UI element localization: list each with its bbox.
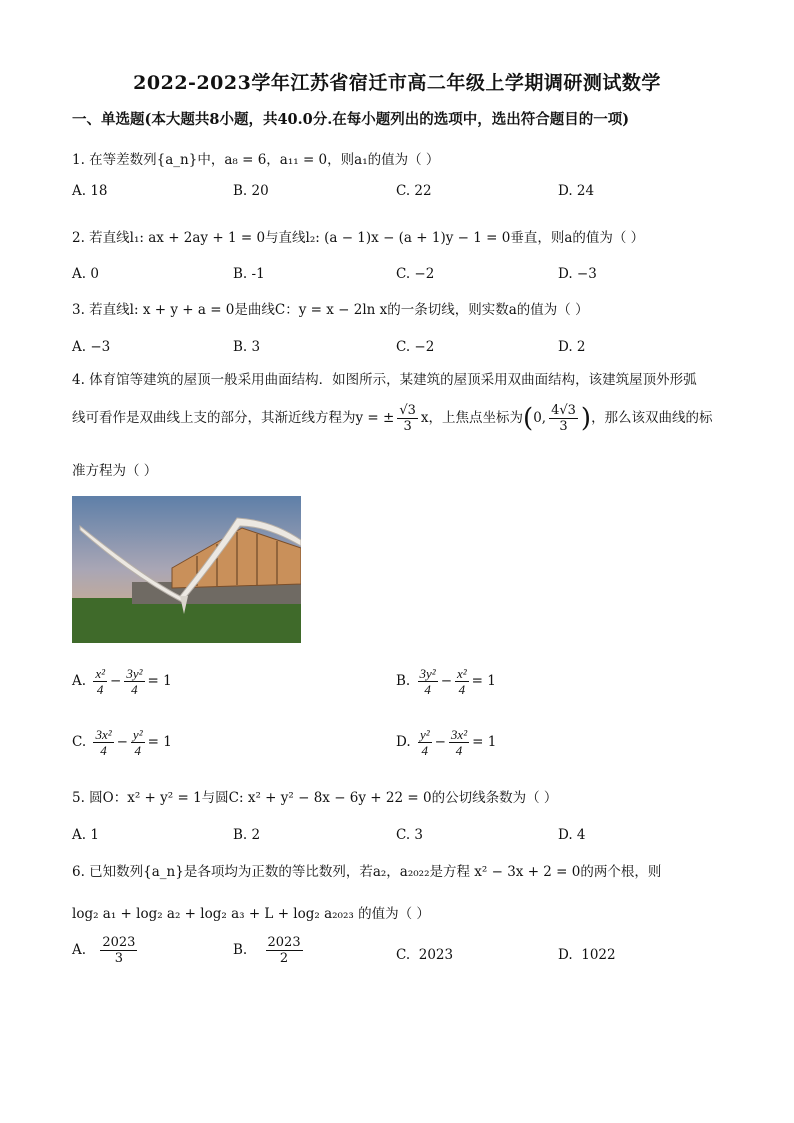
q4-c-num-1: 3x² [95, 727, 112, 742]
focus-x: 0, [533, 410, 547, 426]
q6-option-a-label: A. [72, 942, 87, 958]
left-paren: ( [523, 403, 534, 434]
q4-option-c [72, 727, 172, 758]
q1-option-a: A. 18 [72, 183, 108, 199]
q4-c-frac-1 [93, 727, 113, 758]
q4-d-den-1: 4 [421, 743, 429, 758]
focus-denominator: 3 [559, 419, 568, 434]
q4-text-tail: ，那么该双曲线的标 [591, 410, 713, 426]
q2-option-b: B. -1 [233, 266, 265, 282]
q4-b-den-2: 4 [458, 682, 466, 697]
q6-option-d [558, 947, 616, 963]
q4-b-frac-2 [455, 666, 469, 697]
q4-a-frac-2 [124, 666, 144, 697]
q2-option-a: A. 0 [72, 266, 99, 282]
q4-a-den-1: 4 [96, 682, 104, 697]
q4-d-num-1: y² [419, 727, 430, 742]
q4-b-den-1: 4 [424, 682, 431, 697]
q5-option-b: B. 2 [233, 827, 261, 843]
q4-option-b [396, 666, 496, 697]
q6-option-c-label: C. [396, 947, 411, 963]
q4-c-den-1: 4 [100, 743, 107, 758]
section-heading: 一、单选题(本大题共8小题，共40.0分.在每小题列出的选项中，选出符合题目的一项) [72, 111, 630, 128]
q4-c-num-2: y² [132, 727, 143, 742]
q2-option-c: C. −2 [396, 266, 435, 282]
q2-option-d: D. −3 [558, 266, 597, 282]
q4-d-num-2: 3x² [450, 727, 468, 742]
q4-b-frac-1 [418, 666, 438, 697]
q4-option-c-label: C. [72, 734, 87, 750]
q3-option-a: A. −3 [72, 339, 111, 355]
q1-option-c: C. 22 [396, 183, 432, 199]
q3-option-c: C. −2 [396, 339, 435, 355]
q4-b-num-2: x² [457, 666, 467, 681]
q1-option-b: B. 20 [233, 183, 269, 199]
q4-c-rhs: = 1 [147, 734, 172, 750]
q4-a-den-2: 4 [131, 682, 138, 697]
q6-a-numerator: 2023 [102, 935, 136, 950]
q4-option-a-label: A. [72, 673, 87, 689]
q4-c-op: − [116, 734, 128, 750]
q6-option-a [72, 935, 140, 966]
q5-option-a: A. 1 [72, 827, 99, 843]
q4-d-den-2: 4 [455, 743, 463, 758]
q6-option-c-value: 2023 [418, 947, 454, 963]
q3-option-b: B. 3 [233, 339, 261, 355]
q4-d-frac-2 [449, 727, 469, 758]
q4-a-op: − [110, 673, 122, 689]
asymptote-fraction [397, 403, 418, 434]
asymptote-denominator: 3 [403, 419, 412, 434]
q4-b-num-1: 3y² [419, 666, 436, 681]
question-1: 1. 在等差数列{a_n}中，a₈ = 6，a₁₁ = 0，则a₁的值为（ ） [72, 152, 440, 168]
q4-a-frac-1 [93, 666, 107, 697]
question-2: 2. 若直线l₁: ax + 2ay + 1 = 0与直线l₂: (a − 1)x − (a + 1)y − 1 = 0垂直，则a的值为（ ） [72, 230, 645, 246]
q4-option-d-label: D. [396, 734, 411, 750]
q4-d-rhs: = 1 [472, 734, 497, 750]
question-5: 5. 圆O：x² + y² = 1与圆C: x² + y² − 8x − 6y + 22 = 0的公切线条数为（ ） [72, 790, 558, 806]
q4-b-rhs: = 1 [471, 673, 496, 689]
q6-a-fraction [100, 935, 137, 966]
q4-option-b-label: B. [396, 673, 411, 689]
q4-text-asymptote: 线可看作是双曲线上支的部分，其渐近线方程为y = ± [72, 410, 395, 426]
q6-b-fraction [266, 935, 303, 966]
question-4-line-3: 准方程为（ ） [72, 463, 158, 479]
q4-a-rhs: = 1 [147, 673, 172, 689]
q4-option-a [72, 666, 172, 697]
q6-a-denominator: 3 [114, 951, 124, 966]
q4-c-frac-2 [131, 727, 145, 758]
q6-option-b [233, 935, 306, 966]
q4-option-d [396, 727, 496, 758]
question-6-line-1: 6. 已知数列{a_n}是各项均为正数的等比数列，若a₂，a₂₀₂₂是方程 x² − 3x + 2 = 0的两个根，则 [72, 864, 662, 880]
building-illustration [72, 496, 301, 643]
q4-d-op: − [434, 734, 446, 750]
q1-option-d: D. 24 [558, 183, 595, 199]
question-6-line-2: log₂ a₁ + log₂ a₂ + log₂ a₃ + L + log₂ a₂₀₂₃ 的值为（ ） [72, 906, 430, 922]
q4-b-op: − [440, 673, 452, 689]
q4-a-num-1: x² [95, 666, 106, 681]
right-paren: ) [580, 403, 592, 434]
q6-option-b-label: B. [233, 942, 248, 958]
document-title: 2022-2023学年江苏省宿迁市高二年级上学期调研测试数学 [133, 72, 661, 94]
q5-option-c: C. 3 [396, 827, 424, 843]
q4-c-den-2: 4 [134, 743, 141, 758]
focus-fraction [549, 403, 578, 434]
q5-option-d: D. 4 [558, 827, 586, 843]
q6-b-numerator: 2023 [267, 935, 301, 950]
focus-numerator: 4√3 [551, 403, 576, 418]
question-3: 3. 若直线l: x + y + a = 0是曲线C：y = x − 2ln x的一条切线，则实数a的值为（ ） [72, 302, 589, 318]
q6-option-c [396, 947, 453, 963]
q4-text-focus: x，上焦点坐标为 [420, 410, 524, 426]
building-photo [72, 496, 301, 643]
q3-option-d: D. 2 [558, 339, 586, 355]
q6-option-d-value: 1022 [581, 947, 616, 963]
question-4-line-2 [72, 403, 713, 434]
asymptote-numerator: √3 [399, 403, 416, 418]
q6-b-denominator: 2 [279, 951, 289, 966]
q6-option-d-label: D. [558, 947, 573, 963]
q4-a-num-2: 3y² [126, 666, 143, 681]
question-4-line-1: 4. 体育馆等建筑的屋顶一般采用曲面结构．如图所示，某建筑的屋顶采用双曲面结构，该建筑屋顶外形弧 [72, 372, 697, 388]
q4-d-frac-1 [418, 727, 432, 758]
